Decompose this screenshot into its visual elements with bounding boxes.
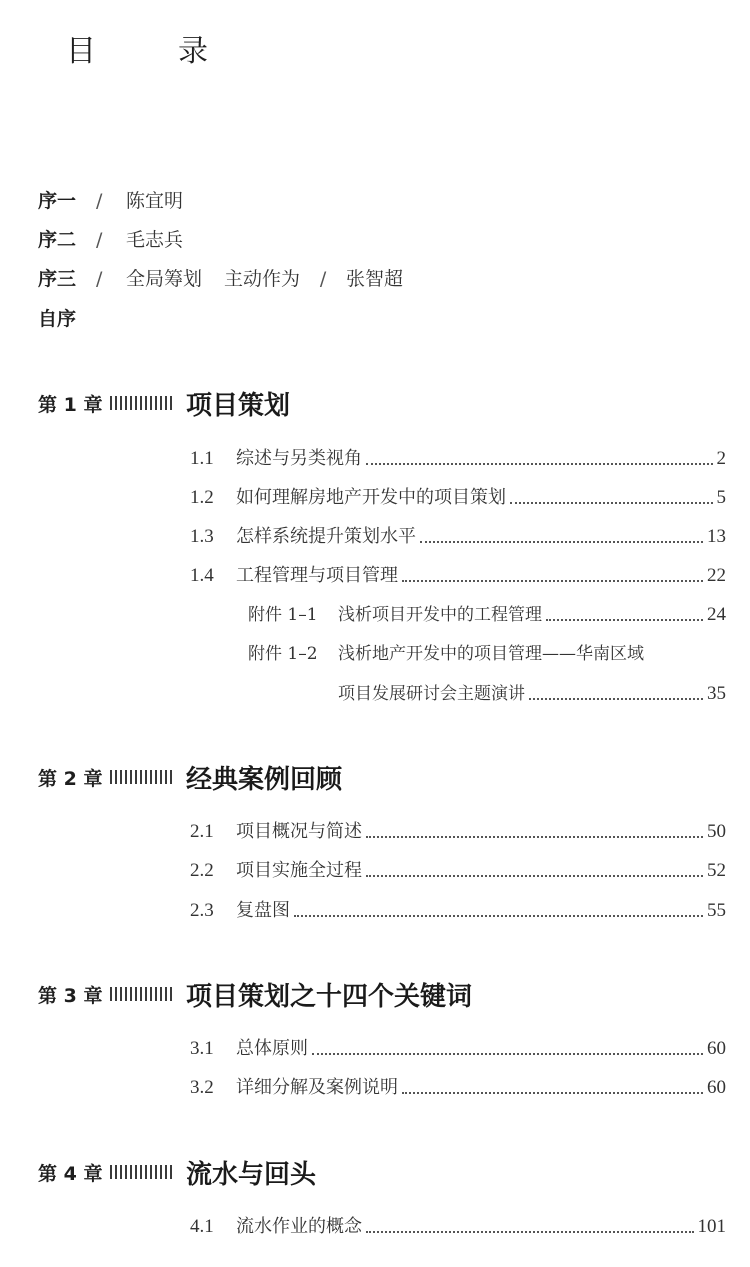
section-title: 流水作业的概念 — [236, 1216, 362, 1237]
section-number: 2.1 — [190, 821, 214, 842]
section-number: 1.4 — [190, 565, 214, 586]
preface-separator: / — [96, 190, 103, 212]
toc-entry[interactable] — [190, 562, 726, 590]
dot-leader — [366, 1231, 694, 1233]
chapter-bars-ornament — [110, 770, 172, 784]
page-number: 22 — [707, 565, 726, 586]
toc-entry[interactable] — [190, 1213, 726, 1241]
section-number: 4.1 — [190, 1216, 214, 1237]
dot-leader — [294, 915, 703, 917]
section-title: 项目概况与简述 — [236, 821, 362, 842]
preface-label: 序三 — [38, 268, 77, 290]
appendix-title: 浅析地产开发中的项目管理——华南区域 — [338, 644, 644, 664]
page-number: 50 — [707, 821, 726, 842]
preface-author: 毛志兵 — [126, 229, 184, 251]
page-number: 60 — [707, 1038, 726, 1059]
dot-leader — [366, 875, 703, 877]
chapter-label: 第 3 章 — [38, 984, 103, 1007]
toc-entry[interactable] — [190, 818, 726, 846]
toc-appendix-continuation[interactable] — [338, 680, 726, 708]
preface-author: 张智超 — [346, 268, 404, 290]
dot-leader — [312, 1053, 703, 1055]
chapter-bars-ornament — [110, 987, 172, 1001]
preface-row-3 — [38, 265, 403, 293]
preface-topic-a: 全局筹划 — [126, 268, 203, 290]
page-number: 52 — [707, 860, 726, 881]
toc-entry[interactable] — [190, 1035, 726, 1063]
appendix-number: 附件 1–2 — [248, 644, 318, 664]
page-number: 60 — [707, 1077, 726, 1098]
toc-entry[interactable] — [190, 484, 726, 512]
section-title: 总体原则 — [236, 1038, 308, 1059]
chapter-1-heading[interactable] — [38, 383, 290, 423]
chapter-title: 项目策划 — [186, 390, 291, 421]
section-title: 复盘图 — [236, 900, 290, 921]
page-number: 13 — [707, 526, 726, 547]
dot-leader — [420, 541, 703, 543]
dot-leader — [529, 698, 703, 700]
chapter-3-heading[interactable] — [38, 974, 472, 1014]
page-number: 101 — [697, 1216, 726, 1237]
section-number: 1.3 — [190, 526, 214, 547]
section-title: 如何理解房地产开发中的项目策划 — [236, 487, 506, 508]
section-number: 2.3 — [190, 900, 214, 921]
toc-entry[interactable] — [190, 445, 726, 473]
preface-label: 序一 — [38, 190, 77, 212]
page-number: 55 — [707, 900, 726, 921]
dot-leader — [402, 580, 703, 582]
dot-leader — [546, 619, 703, 621]
toc-appendix-entry[interactable] — [248, 640, 726, 668]
preface-separator: / — [96, 229, 103, 251]
section-title: 详细分解及案例说明 — [236, 1077, 398, 1098]
toc-entry[interactable] — [190, 523, 726, 551]
chapter-title: 经典案例回顾 — [186, 764, 343, 795]
chapter-bars-ornament — [110, 1165, 172, 1179]
appendix-title-continued: 项目发展研讨会主题演讲 — [338, 684, 525, 704]
section-title: 项目实施全过程 — [236, 860, 362, 881]
toc-entry[interactable] — [190, 857, 726, 885]
toc-entry[interactable] — [190, 897, 726, 925]
page-number: 35 — [707, 683, 726, 704]
chapter-4-heading[interactable] — [38, 1152, 316, 1192]
chapter-title: 项目策划之十四个关键词 — [186, 981, 473, 1012]
dot-leader — [366, 463, 713, 465]
section-title: 工程管理与项目管理 — [236, 565, 398, 586]
dot-leader — [366, 836, 703, 838]
toc-entry[interactable] — [190, 1074, 726, 1102]
section-number: 3.1 — [190, 1038, 214, 1059]
section-number: 1.1 — [190, 448, 214, 469]
section-number: 2.2 — [190, 860, 214, 881]
preface-separator: / — [96, 268, 103, 290]
toc-appendix-entry[interactable] — [248, 601, 726, 629]
page-number: 24 — [707, 604, 726, 625]
page-title: 目 录 — [66, 34, 234, 69]
preface-author: 陈宜明 — [126, 190, 184, 212]
section-number: 3.2 — [190, 1077, 214, 1098]
section-title: 怎样系统提升策划水平 — [236, 526, 416, 547]
dot-leader — [402, 1092, 703, 1094]
preface-topic-b: 主动作为 — [224, 268, 301, 290]
dot-leader — [510, 502, 713, 504]
preface-row-1 — [38, 187, 183, 215]
preface-row-4 — [38, 305, 96, 333]
chapter-title: 流水与回头 — [186, 1159, 317, 1190]
section-number: 1.2 — [190, 487, 214, 508]
preface-label: 自序 — [38, 308, 77, 330]
section-title: 综述与另类视角 — [236, 448, 362, 469]
chapter-bars-ornament — [110, 396, 172, 410]
chapter-label: 第 2 章 — [38, 767, 103, 790]
appendix-title: 浅析项目开发中的工程管理 — [338, 605, 542, 625]
chapter-2-heading[interactable] — [38, 757, 342, 797]
chapter-label: 第 4 章 — [38, 1162, 103, 1185]
preface-separator: / — [319, 268, 327, 290]
page-number: 5 — [716, 487, 726, 508]
page-number: 2 — [716, 448, 726, 469]
appendix-number: 附件 1–1 — [248, 605, 318, 625]
chapter-label: 第 1 章 — [38, 393, 103, 416]
preface-row-2 — [38, 226, 183, 254]
preface-label: 序二 — [38, 229, 77, 251]
